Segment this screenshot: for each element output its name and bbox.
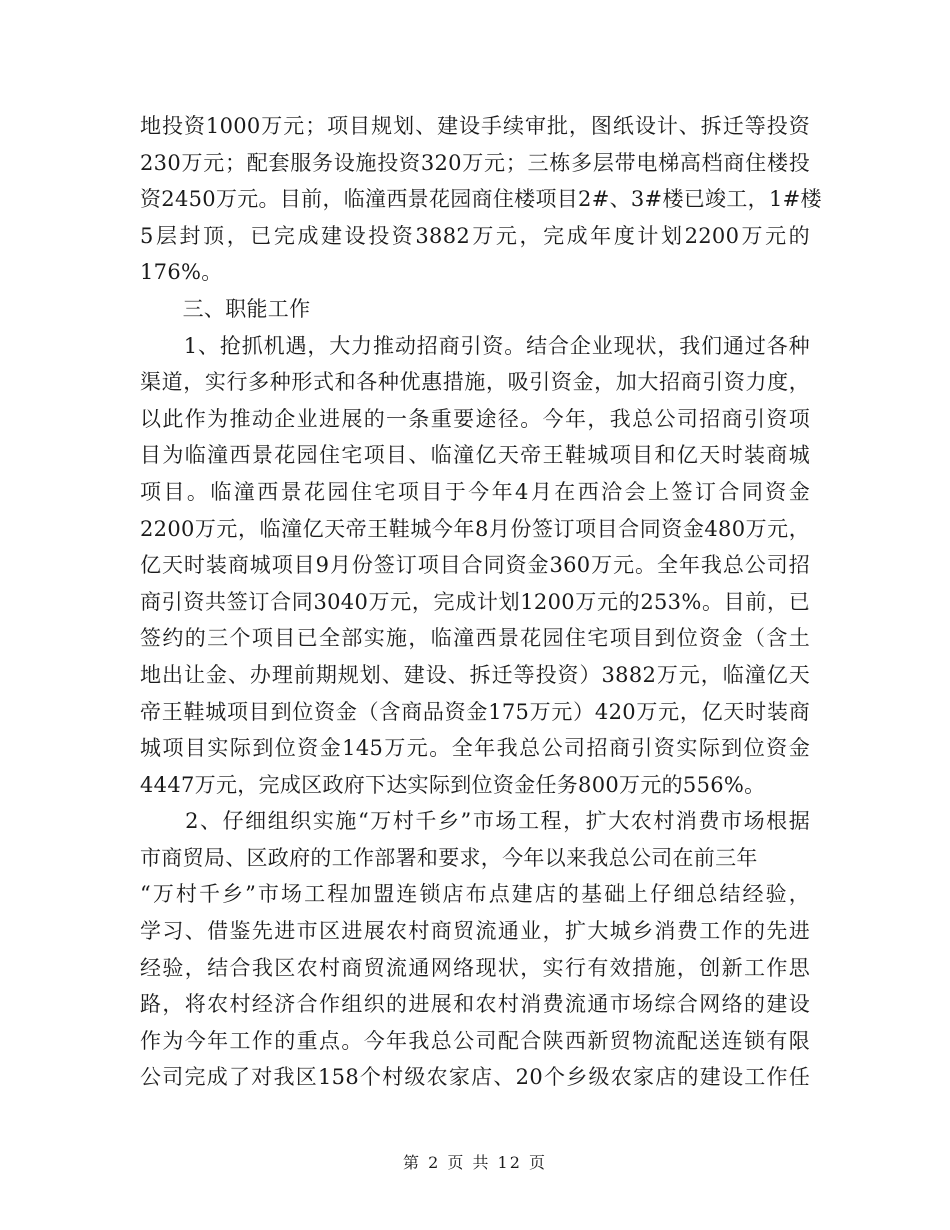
text-line: 城项目实际到位资金145万元。全年我总公司招商引资实际到位资金: [140, 736, 810, 761]
text-line: 商引资共签订合同3040万元，完成计划1200万元的253%。目前，已: [140, 589, 810, 614]
text-line: 4447万元，完成区政府下达实际到位资金任务800万元的556%。: [140, 772, 766, 797]
text-line: 路，将农村经济合作组织的进展和农村消费流通市场综合网络的建设: [140, 992, 810, 1017]
text-line: 签约的三个项目已全部实施，临潼西景花园住宅项目到位资金（含土: [140, 626, 810, 651]
text-line: 亿天时装商城项目9月份签订项目合同资金360万元。全年我总公司招: [140, 553, 810, 578]
text-line: 市商贸局、区政府的工作部署和要求，今年以来我总公司在前三年: [140, 845, 758, 870]
text-line: 公司完成了对我区158个村级农家店、20个乡级农家店的建设工作任: [140, 1065, 810, 1090]
page-footer: 第 2 页 共 12 页: [403, 1153, 547, 1172]
text-line: 地投资1000万元；项目规划、建设手续审批，图纸设计、拆迁等投资: [140, 114, 810, 138]
text-line: 三、职能工作: [140, 296, 311, 321]
text-line: 资2450万元。目前，临潼西景花园商住楼项目2#、3#楼已竣工，1#楼: [140, 187, 822, 212]
text-line: 地出让金、办理前期规划、建设、拆迁等投资）3882万元，临潼亿天: [140, 662, 810, 687]
text-line: 230万元；配套服务设施投资320万元；三栋多层带电梯高档商住楼投: [140, 150, 810, 175]
text-line: 5层封顶，已完成建设投资3882万元，完成年度计划2200万元的: [140, 223, 810, 248]
text-line: 1、抢抓机遇，大力推动招商引资。结合企业现状，我们通过各种: [140, 333, 810, 358]
document-body: [140, 108, 822, 1096]
text-line: 176%。: [140, 260, 223, 285]
text-line: 目为临潼西景花园住宅项目、临潼亿天帝王鞋城项目和亿天时装商城: [140, 443, 810, 468]
text-line: 项目。临潼西景花园住宅项目于今年4月在西洽会上签订合同资金: [140, 479, 810, 504]
text-line: 经验，结合我区农村商贸流通网络现状，实行有效措施，创新工作思: [140, 955, 810, 980]
text-line: 学习、借鉴先进市区进展农村商贸流通业，扩大城乡消费工作的先进: [140, 919, 810, 944]
text-line: 2、仔细组织实施“万村千乡”市场工程，扩大农村消费市场根据: [140, 809, 810, 834]
text-line: 作为今年工作的重点。今年我总公司配合陕西新贸物流配送连锁有限: [140, 1028, 810, 1053]
text-line: 帝王鞋城项目到位资金（含商品资金175万元）420万元，亿天时装商: [140, 699, 810, 724]
text-line: 2200万元，临潼亿天帝王鞋城今年8月份签订项目合同资金480万元，: [140, 516, 810, 541]
text-line: 以此作为推动企业进展的一条重要途径。今年，我总公司招商引资项: [140, 406, 810, 431]
text-line: 渠道，实行多种形式和各种优惠措施，吸引资金，加大招商引资力度，: [140, 370, 810, 395]
text-line: “万村千乡”市场工程加盟连锁店布点建店的基础上仔细总结经验，: [140, 882, 810, 907]
